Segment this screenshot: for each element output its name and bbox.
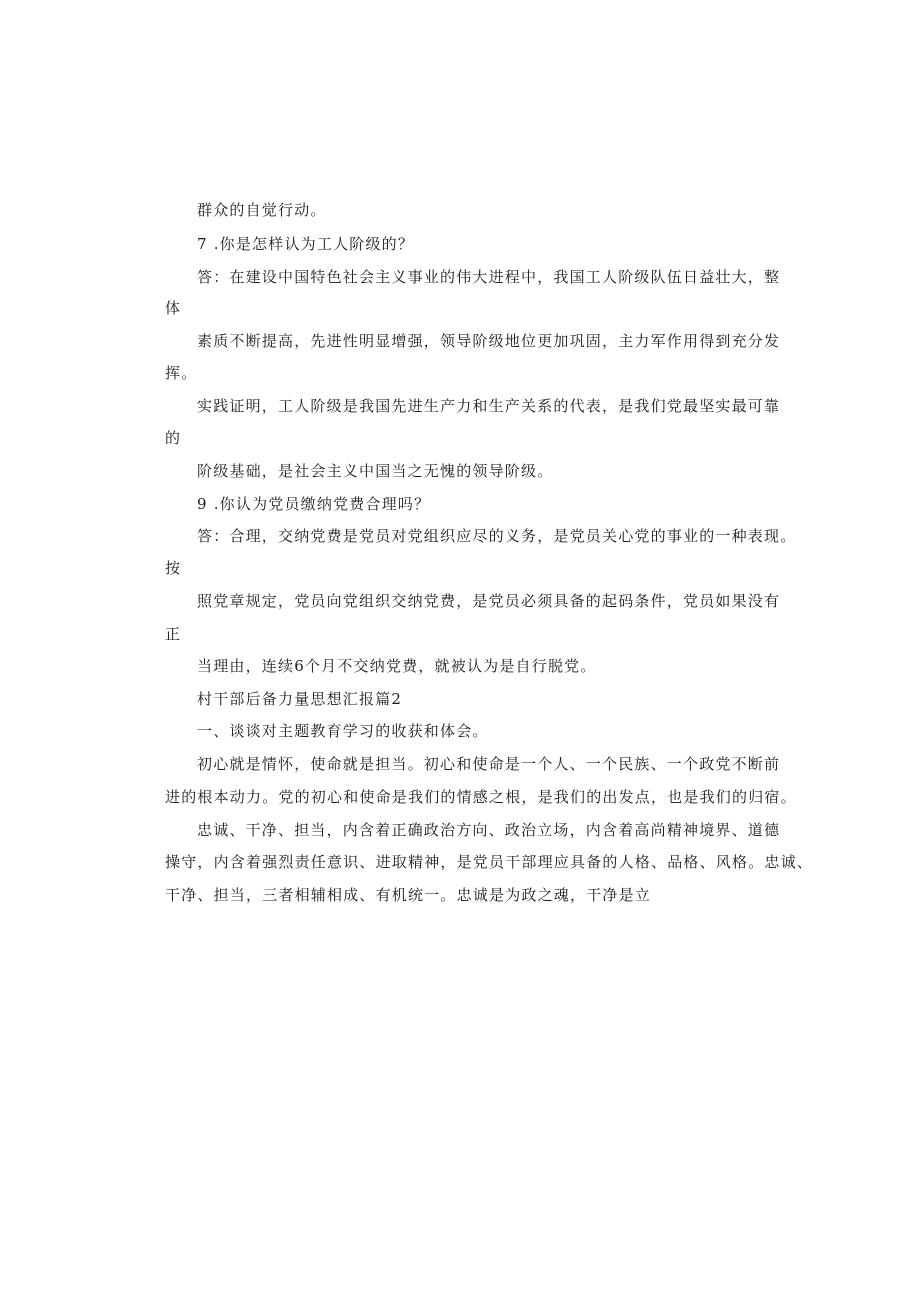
- text-line: 操守，内含着强烈责任意识、进取精神，是党员干部理应具备的人格、品格、风格。忠诚、: [165, 853, 814, 871]
- text-line: 进的根本动力。党的初心和使命是我们的情感之根，是我们的出发点，也是我们的归宿。: [165, 788, 797, 806]
- text-line: 群众的自觉行动。: [197, 201, 327, 219]
- text-line: 当理由，连续6个月不交纳党费，就被认为是自行脱党。: [197, 657, 597, 675]
- text-line: 按: [165, 559, 182, 577]
- question-9: 9 .你认为党员缴纳党费合理吗？: [197, 495, 431, 513]
- text-line: 照党章规定，党员向党组织交纳党费，是党员必须具备的起码条件，党员如果没有: [197, 592, 781, 610]
- text-line: 的: [165, 429, 182, 447]
- text-line: 答：合理，交纳党费是党员对党组织应尽的义务，是党员关心党的事业的一种表现。: [197, 527, 797, 545]
- question-7: 7 .你是怎样认为工人阶级的？: [197, 235, 415, 253]
- text-line: 素质不断提高，先进性明显增强，领导阶级地位更加巩固，主力军作用得到充分发: [197, 332, 781, 350]
- text-line: 忠诚、干净、担当，内含着正确政治方向、政治立场，内含着高尚精神境界、道德: [197, 821, 781, 839]
- text-line: 正: [165, 625, 182, 643]
- text-line: 体: [165, 299, 182, 317]
- text-line: 阶级基础，是社会主义中国当之无愧的领导阶级。: [197, 462, 554, 480]
- text-line: 实践证明，工人阶级是我国先进生产力和生产关系的代表，是我们党最坚实最可靠: [197, 397, 781, 415]
- text-line: 挥。: [165, 364, 198, 382]
- subsection-heading: 一、谈谈对主题教育学习的收获和体会。: [197, 722, 489, 740]
- text-line: 初心就是情怀，使命就是担当。初心和使命是一个人、一个民族、一个政党不断前: [197, 755, 781, 773]
- text-line: 答：在建设中国特色社会主义事业的伟大进程中，我国工人阶级队伍日益壮大，整: [197, 268, 781, 286]
- text-line: 干净、担当，三者相辅相成、有机统一。忠诚是为政之魂，干净是立: [165, 886, 652, 904]
- section-heading: 村干部后备力量思想汇报篇2: [197, 690, 403, 708]
